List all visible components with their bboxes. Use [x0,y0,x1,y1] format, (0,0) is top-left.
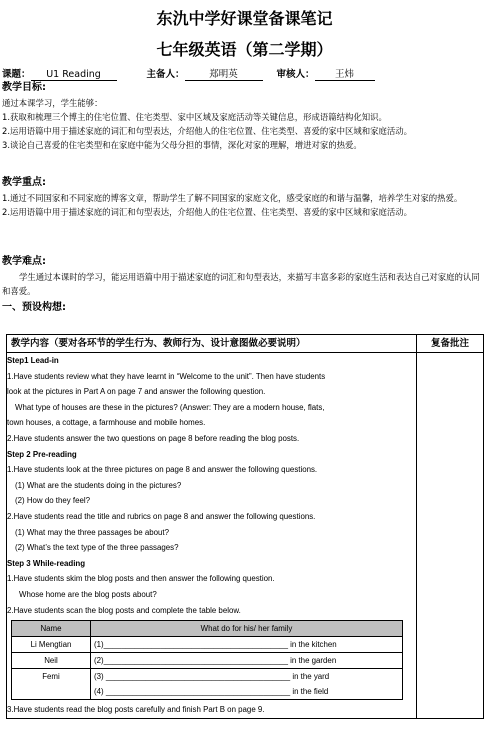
step1-title: Step1 Lead-in [7,356,59,365]
difficult-points-text: 学生通过本课时的学习，能运用语篇中用于描述家庭的词汇和句型表达，来描写丰富多彩的家庭生活和表达自己对家庭的认同和喜爱。 [2,272,480,296]
step2-line: 2.Have students read the title and rubrics on page 8 and answer the following questions. [7,511,316,521]
difficult-points-heading: 教学难点: [2,256,46,267]
content-column-header: 教学内容（要对各环节的学生行为、教师行为、设计意图做必要说明） [7,335,417,353]
step1-line: 1.Have students review what they have learnt in “Welcome to the unit”. Then have students [7,371,326,381]
step2-line: 1.Have students look at the three pictures on page 8 and answer the following questions. [7,465,318,475]
key-points-heading: 教学重点: [2,177,46,188]
objectives-intro: 通过本课学习，学生能够： [2,98,103,108]
objective-item: 2.运用语篇中用于描述家庭的词汇和句型表达，介绍他人的住宅位置、住宅类型、喜爱的家中区域和家庭活动。 [2,126,412,136]
step3-title: Step 3 While-reading [7,558,86,568]
reviewer-label: 审核人： [276,69,315,80]
step3-line: 2.Have students scan the blog posts and complete the table below. [7,605,241,615]
step3-line: Whose home are the blog posts about? [19,589,157,599]
topic-value: U1 Reading [31,69,117,81]
name-column-header: Name [12,621,91,637]
activity-blank[interactable]: (1)__________________________________________ in the kitchen [91,637,403,653]
preparer-label: 主备人： [146,69,185,80]
design-heading: 一、预设构想: [2,302,66,313]
activity-blank[interactable]: (4) __________________________________________ in the field [91,684,403,700]
objective-item: 3.谈论自己喜爱的住宅类型和在家庭中能为父母分担的事情，深化对家的理解，增进对家的热爱。 [2,140,362,150]
name-cell: Li Mengtian [12,637,91,653]
table-row [12,653,403,669]
family-activities-table [11,620,403,700]
notes-column-header: 复备批注 [417,335,484,353]
step1-line: What type of houses are these in the pictures? (Answer: They are a modern house, flats, [15,402,325,412]
preparer-value: 郑明英 [185,66,263,81]
step2-line: (1) What are the students doing in the pictures? [15,480,182,490]
activity-blank[interactable]: (2)__________________________________________ in the garden [91,653,403,669]
reviewer-value: 王炜 [315,66,375,81]
objective-item: 1.获取和梳理三个博主的住宅位置、住宅类型、家中区域及家庭活动等关键信息，形成语篇结构化知识。 [2,112,387,122]
step2-line: (2) What’s the text type of the three passages? [15,543,179,553]
table-row [12,637,403,653]
objectives-heading: 教学目标: [2,82,46,93]
key-points-section [2,191,484,219]
table-row [12,669,403,685]
grade-title: 七年级英语（第二学期） [156,40,333,59]
step2-title: Step 2 Pre-reading [7,449,77,459]
step3-after: 3.Have students read the blog posts carefully and finish Part B on page 9. [7,705,265,715]
name-cell: Neil [12,653,91,669]
step2-line: (2) How do they feel? [15,496,90,506]
lesson-table [6,334,484,719]
step1-line: 2.Have students answer the two questions on page 8 before reading the blog posts. [7,433,300,443]
objectives-section [2,96,484,152]
step1-line: town houses, a cottage, a farmhouse and mobile homes. [7,418,206,428]
key-point-item: 1.通过不同国家和不同家庭的博客文章，帮助学生了解不同国家的家庭文化，感受家庭的和谐与温馨，培养学生对家的热爱。 [2,193,463,203]
name-cell: Femi [12,669,91,700]
lesson-content-cell [7,353,417,719]
step1-line: look at the pictures in Part A on page 7 and answer the following question. [7,387,266,397]
step2-line: (1) What may the three passages be about? [15,527,169,537]
step3-line: 1.Have students skim the blog posts and then answer the following question. [7,574,275,584]
key-point-item: 2.运用语篇中用于描述家庭的词汇和句型表达，介绍他人的住宅位置、住宅类型、喜爱的家中区域和家庭活动。 [2,207,412,217]
activity-blank[interactable]: (3) __________________________________________ in the yard [91,669,403,685]
topic-label: 课题： [2,69,31,80]
notes-cell[interactable] [417,353,484,719]
meta-line [2,66,487,81]
school-title: 东氿中学好课堂备课笔记 [156,9,333,28]
activity-column-header: What do for his/ her family [91,621,403,637]
